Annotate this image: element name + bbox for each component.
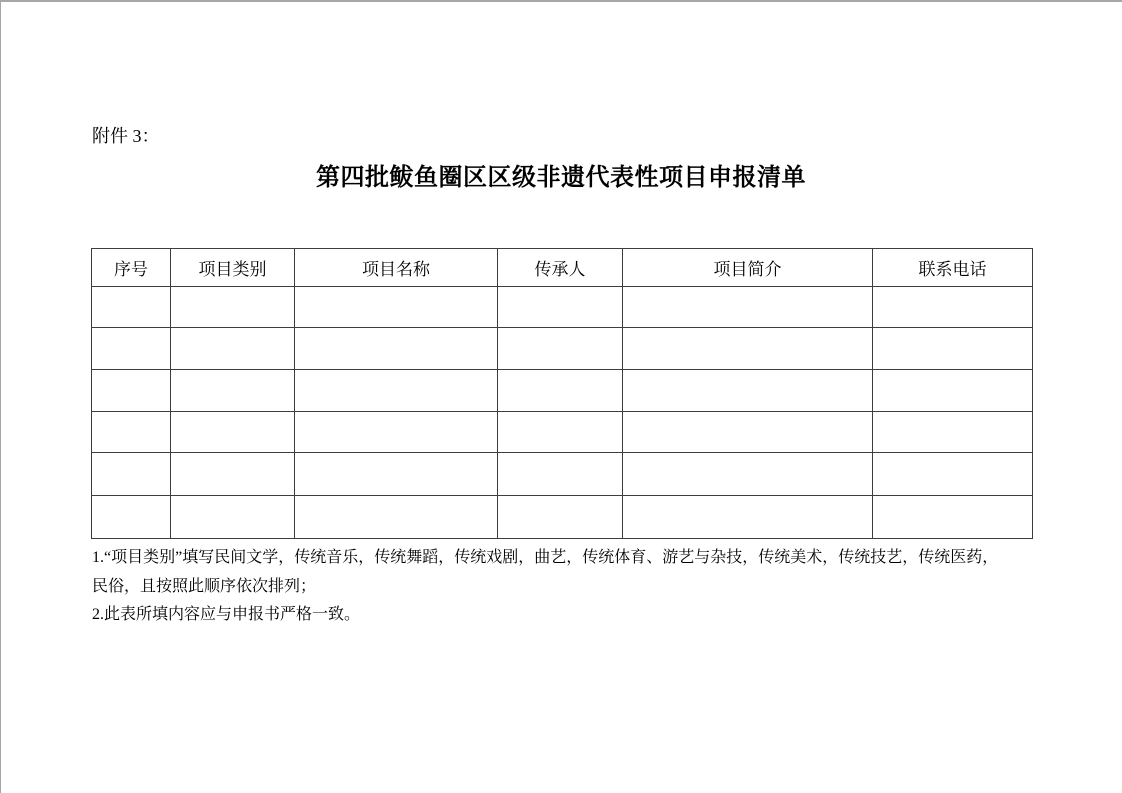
empty-cell	[295, 287, 498, 328]
empty-cell	[171, 287, 295, 328]
empty-cell	[295, 412, 498, 453]
header-cell-project-category: 项目类别	[171, 249, 295, 287]
empty-cell	[623, 370, 873, 412]
note-line-2: 民俗，且按照此顺序依次排列；	[92, 577, 317, 595]
empty-cell	[873, 328, 1033, 370]
empty-cell	[92, 328, 171, 370]
page-top-edge	[0, 0, 1122, 2]
empty-cell	[295, 328, 498, 370]
empty-cell	[873, 496, 1033, 539]
notes-section	[92, 544, 1033, 630]
empty-cell	[623, 328, 873, 370]
empty-cell	[92, 412, 171, 453]
empty-cell	[873, 287, 1033, 328]
empty-cell	[92, 370, 171, 412]
empty-cell	[498, 496, 623, 539]
empty-cell	[171, 496, 295, 539]
empty-cell	[171, 328, 295, 370]
empty-cell	[623, 287, 873, 328]
empty-cell	[498, 328, 623, 370]
table-row	[92, 370, 1033, 412]
empty-cell	[873, 412, 1033, 453]
document-title: 第四批鲅鱼圈区区级非遗代表性项目申报清单	[316, 165, 806, 191]
empty-cell	[92, 287, 171, 328]
empty-cell	[873, 453, 1033, 496]
empty-cell	[171, 453, 295, 496]
empty-cell	[498, 453, 623, 496]
table-row	[92, 412, 1033, 453]
table-header-row	[92, 249, 1033, 287]
empty-cell	[171, 370, 295, 412]
empty-cell	[295, 496, 498, 539]
application-form-table	[91, 248, 1033, 539]
empty-cell	[295, 370, 498, 412]
empty-cell	[295, 453, 498, 496]
empty-cell	[171, 412, 295, 453]
empty-cell	[623, 496, 873, 539]
note-line-3: 2.此表所填内容应与申报书严格一致。	[92, 606, 361, 623]
header-cell-inheritor: 传承人	[498, 249, 623, 287]
empty-cell	[498, 412, 623, 453]
table-row	[92, 328, 1033, 370]
page-left-edge	[0, 0, 1, 793]
empty-cell	[623, 412, 873, 453]
note-line-1: 1.“项目类别”填写民间文学，传统音乐，传统舞蹈，传统戏剧，曲艺，传统体育、游艺与杂技，传统美术，传统技艺，传统医药，	[92, 549, 999, 566]
table-row	[92, 287, 1033, 328]
header-cell-project-intro: 项目简介	[623, 249, 873, 287]
empty-cell	[92, 496, 171, 539]
empty-cell	[623, 453, 873, 496]
header-cell-project-name: 项目名称	[295, 249, 498, 287]
table-row	[92, 453, 1033, 496]
header-cell-serial-number: 序号	[92, 249, 171, 287]
empty-cell	[92, 453, 171, 496]
table-row	[92, 496, 1033, 539]
header-cell-contact-phone: 联系电话	[873, 249, 1033, 287]
attachment-label: 附件 3：	[92, 126, 160, 146]
empty-cell	[498, 370, 623, 412]
empty-cell	[873, 370, 1033, 412]
empty-cell	[498, 287, 623, 328]
